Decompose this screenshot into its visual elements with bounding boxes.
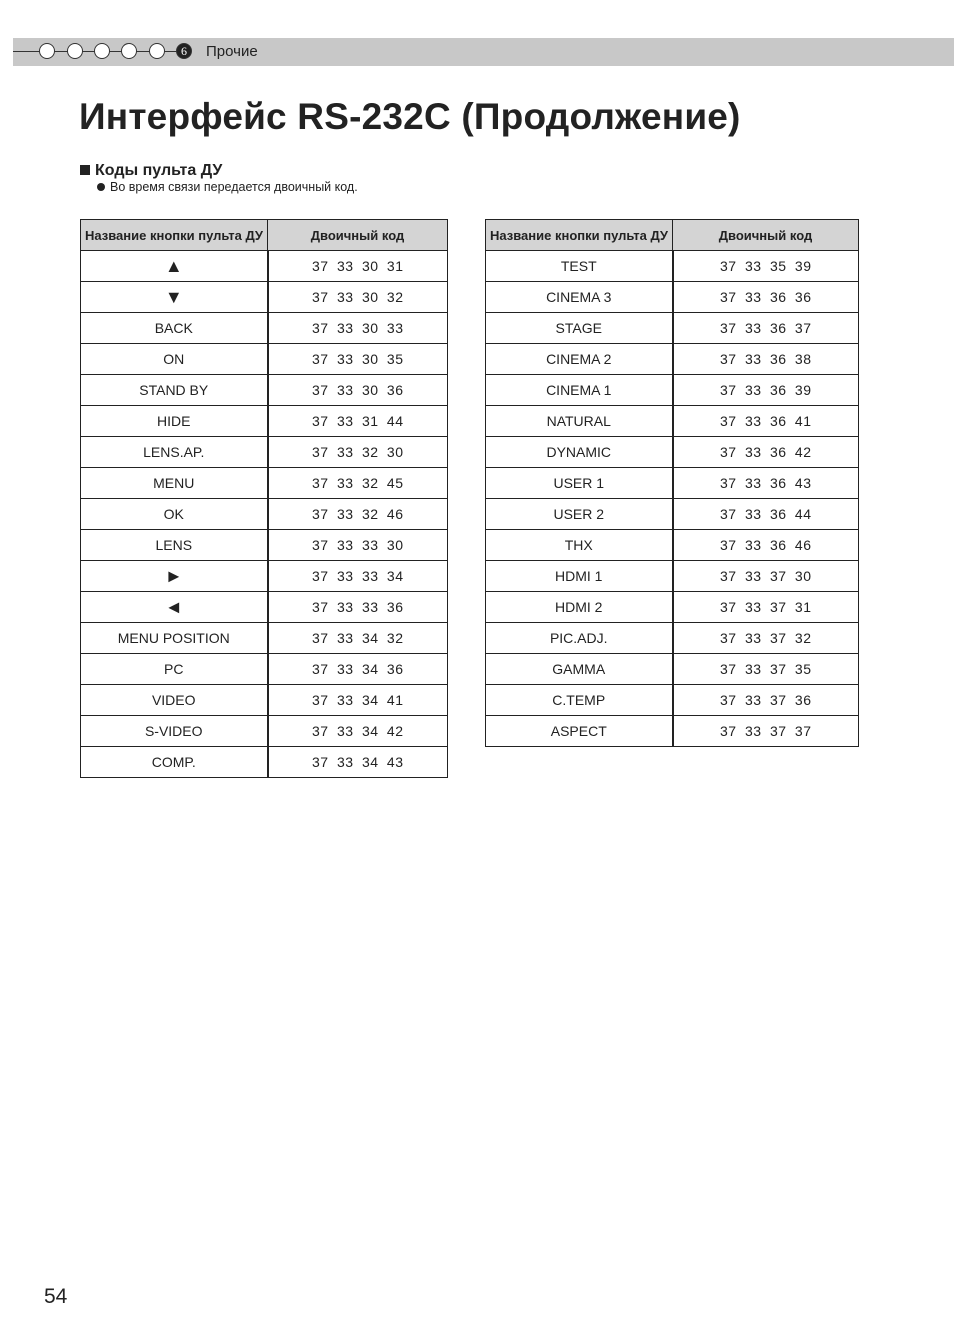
binary-code-cell: 37 33 36 43 xyxy=(673,468,859,499)
binary-code-cell: 37 33 30 32 xyxy=(268,282,448,313)
button-name-cell: VIDEO xyxy=(81,685,268,716)
chapter-circle-icon xyxy=(39,43,55,59)
button-name-cell: ▼ xyxy=(81,282,268,313)
table-row xyxy=(486,251,859,282)
table-row xyxy=(81,375,448,406)
button-name-cell: STAND BY xyxy=(81,375,268,406)
binary-code-cell: 37 33 33 36 xyxy=(268,592,448,623)
button-name-cell: CINEMA 3 xyxy=(486,282,673,313)
button-name-cell: ◄ xyxy=(81,592,268,623)
table-row xyxy=(486,685,859,716)
chapter-circle-icon xyxy=(67,43,83,59)
binary-code-cell: 37 33 34 43 xyxy=(268,747,448,778)
column-header-button-name: Название кнопки пульта ДУ xyxy=(81,220,268,251)
table-row xyxy=(81,499,448,530)
table-row xyxy=(486,592,859,623)
table-row xyxy=(486,654,859,685)
binary-code-cell: 37 33 30 35 xyxy=(268,344,448,375)
binary-code-cell: 37 33 33 30 xyxy=(268,530,448,561)
table-row xyxy=(486,313,859,344)
binary-code-cell: 37 33 37 37 xyxy=(673,716,859,747)
binary-code-cell: 37 33 33 34 xyxy=(268,561,448,592)
table-row xyxy=(81,468,448,499)
table-row xyxy=(486,623,859,654)
button-name-cell: USER 2 xyxy=(486,499,673,530)
binary-code-cell: 37 33 32 30 xyxy=(268,437,448,468)
binary-code-cell: 37 33 37 31 xyxy=(673,592,859,623)
binary-code-cell: 37 33 36 39 xyxy=(673,375,859,406)
table-row xyxy=(486,437,859,468)
binary-code-cell: 37 33 36 38 xyxy=(673,344,859,375)
table-row xyxy=(81,406,448,437)
table-row xyxy=(81,685,448,716)
button-name-cell: ► xyxy=(81,561,268,592)
binary-code-cell: 37 33 34 41 xyxy=(268,685,448,716)
table-header-row xyxy=(486,220,859,251)
binary-code-cell: 37 33 36 36 xyxy=(673,282,859,313)
table-row xyxy=(81,282,448,313)
button-name-cell: HDMI 2 xyxy=(486,592,673,623)
chapter-indicator xyxy=(13,38,313,66)
chapter-number-badge: 6 xyxy=(176,43,192,59)
binary-code-cell: 37 33 36 44 xyxy=(673,499,859,530)
table-row xyxy=(81,437,448,468)
binary-code-cell: 37 33 37 35 xyxy=(673,654,859,685)
table-row xyxy=(81,716,448,747)
binary-code-cell: 37 33 35 39 xyxy=(673,251,859,282)
binary-code-cell: 37 33 32 45 xyxy=(268,468,448,499)
binary-code-cell: 37 33 30 36 xyxy=(268,375,448,406)
binary-code-cell: 37 33 36 46 xyxy=(673,530,859,561)
table-row xyxy=(486,561,859,592)
table-row xyxy=(81,747,448,778)
section-heading xyxy=(80,162,222,180)
button-name-cell: CINEMA 2 xyxy=(486,344,673,375)
table-row xyxy=(81,561,448,592)
binary-code-cell: 37 33 37 30 xyxy=(673,561,859,592)
table-row xyxy=(81,530,448,561)
binary-code-cell: 37 33 30 33 xyxy=(268,313,448,344)
table-row xyxy=(486,282,859,313)
binary-code-cell: 37 33 37 36 xyxy=(673,685,859,716)
binary-code-cell: 37 33 36 37 xyxy=(673,313,859,344)
button-name-cell: NATURAL xyxy=(486,406,673,437)
table-row xyxy=(486,468,859,499)
table-row xyxy=(81,251,448,282)
table-row xyxy=(81,654,448,685)
column-header-button-name: Название кнопки пульта ДУ xyxy=(486,220,673,251)
table-row xyxy=(81,592,448,623)
binary-code-cell: 37 33 31 44 xyxy=(268,406,448,437)
button-name-cell: GAMMA xyxy=(486,654,673,685)
binary-code-cell: 37 33 34 32 xyxy=(268,623,448,654)
section-note xyxy=(97,180,358,194)
table-row xyxy=(486,499,859,530)
chapter-circle-icon xyxy=(121,43,137,59)
table-row xyxy=(486,530,859,561)
chapter-circle-icon xyxy=(149,43,165,59)
bullet-icon xyxy=(97,183,105,191)
button-name-cell: S-VIDEO xyxy=(81,716,268,747)
button-name-cell: HDMI 1 xyxy=(486,561,673,592)
button-name-cell: COMP. xyxy=(81,747,268,778)
button-name-cell: ASPECT xyxy=(486,716,673,747)
button-name-cell: HIDE xyxy=(81,406,268,437)
column-header-binary-code: Двоичный код xyxy=(673,220,859,251)
column-header-binary-code: Двоичный код xyxy=(268,220,448,251)
button-name-cell: CINEMA 1 xyxy=(486,375,673,406)
binary-code-cell: 37 33 36 42 xyxy=(673,437,859,468)
binary-code-cell: 37 33 37 32 xyxy=(673,623,859,654)
button-name-cell: STAGE xyxy=(486,313,673,344)
table-row xyxy=(486,375,859,406)
button-name-cell: ON xyxy=(81,344,268,375)
binary-code-cell: 37 33 32 46 xyxy=(268,499,448,530)
table-header-row xyxy=(81,220,448,251)
button-name-cell: PC xyxy=(81,654,268,685)
button-name-cell: THX xyxy=(486,530,673,561)
page-number: 54 xyxy=(44,1285,68,1308)
remote-codes-table-left xyxy=(80,219,448,778)
button-name-cell: BACK xyxy=(81,313,268,344)
binary-code-cell: 37 33 36 41 xyxy=(673,406,859,437)
binary-code-cell: 37 33 30 31 xyxy=(268,251,448,282)
chapter-label: Прочие xyxy=(206,43,258,60)
table-row xyxy=(486,716,859,747)
button-name-cell: PIC.ADJ. xyxy=(486,623,673,654)
table-row xyxy=(486,406,859,437)
page-title: Интерфейс RS-232C (Продолжение) xyxy=(79,96,741,137)
button-name-cell: OK xyxy=(81,499,268,530)
square-bullet-icon xyxy=(80,165,90,175)
table-row xyxy=(486,344,859,375)
chapter-circle-icon xyxy=(94,43,110,59)
section-note-text: Во время связи передается двоичный код. xyxy=(110,180,358,194)
binary-code-cell: 37 33 34 36 xyxy=(268,654,448,685)
section-heading-text: Коды пульта ДУ xyxy=(95,162,223,179)
button-name-cell: USER 1 xyxy=(486,468,673,499)
button-name-cell: C.TEMP xyxy=(486,685,673,716)
table-row xyxy=(81,623,448,654)
table-row xyxy=(81,344,448,375)
button-name-cell: LENS.AP. xyxy=(81,437,268,468)
binary-code-cell: 37 33 34 42 xyxy=(268,716,448,747)
button-name-cell: MENU xyxy=(81,468,268,499)
remote-codes-table-right xyxy=(485,219,859,747)
button-name-cell: TEST xyxy=(486,251,673,282)
button-name-cell: LENS xyxy=(81,530,268,561)
button-name-cell: ▲ xyxy=(81,251,268,282)
table-row xyxy=(81,313,448,344)
button-name-cell: DYNAMIC xyxy=(486,437,673,468)
button-name-cell: MENU POSITION xyxy=(81,623,268,654)
